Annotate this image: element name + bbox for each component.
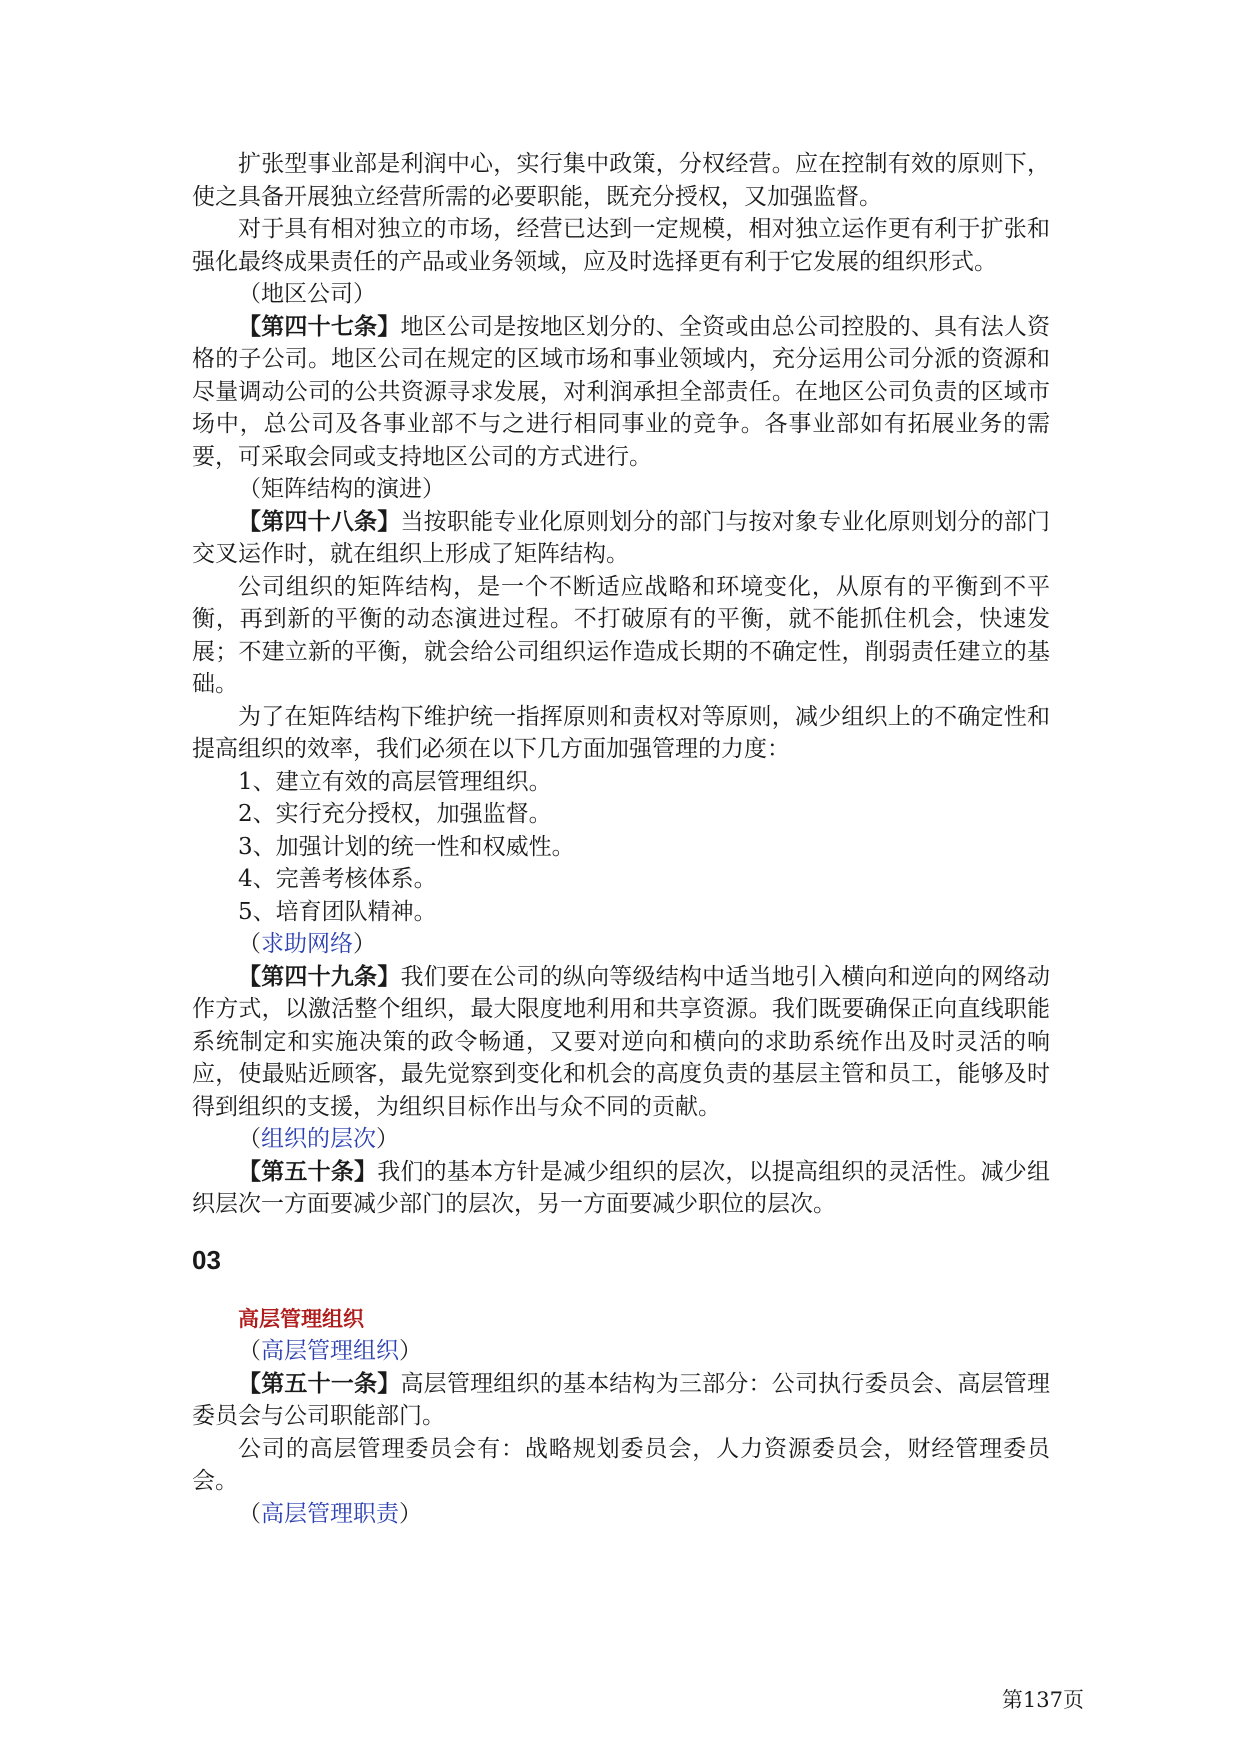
subheading-matrix-evolution: （矩阵结构的演进） — [238, 476, 445, 502]
paragraph-organization-form: 对于具有相对独立的市场，经营已达到一定规模，相对独立运作更有利于扩张和强化最终成果责任的产品或业务领域，应及时选择更有利于它发展的组织形式。 — [192, 216, 1050, 275]
subheading-org-levels: （组织的层次） — [238, 1126, 399, 1152]
article-48 — [192, 506, 1050, 571]
article-48-text: 当按职能专业化原则划分的部门与按对象专业化原则划分的部门交叉运作时，就在组织上形成了矩阵结构。 — [192, 508, 1051, 567]
top-management-org-link[interactable]: 高层管理组织 — [261, 1338, 399, 1364]
top-management-duty-link[interactable]: 高层管理职责 — [261, 1500, 399, 1527]
article-51-label: 【第五十一条】 — [238, 1369, 401, 1397]
org-levels-link[interactable]: 组织的层次 — [261, 1126, 376, 1152]
list-item: 5、培育团队精神。 — [238, 898, 437, 925]
list-item: 1、建立有效的高层管理组织。 — [238, 768, 552, 795]
chapter-number: 03 — [192, 1244, 221, 1275]
help-network-link[interactable]: 求助网络 — [261, 931, 353, 957]
paragraph-matrix-management: 为了在矩阵结构下维护统一指挥原则和责权对等原则，减少组织上的不确定性和提高组织的效率，我们必须在以下几方面加强管理的力度： — [192, 703, 1050, 762]
article-50-text: 我们的基本方针是减少组织的层次，以提高组织的灵活性。减少组织层次一方面要减少部门的层次，另一方面要减少职位的层次。 — [192, 1158, 1051, 1217]
article-51-text: 高层管理组织的基本结构为三部分：公司执行委员会、高层管理委员会与公司职能部门。 — [192, 1370, 1051, 1429]
paragraph-matrix-dynamics: 公司组织的矩阵结构，是一个不断适应战略和环境变化，从原有的平衡到不平衡，再到新的平衡的动态演进过程。不打破原有的平衡，就不能抓住机会，快速发展；不建立新的平衡，就会给公司组织运作造成长期的不确定性，削弱责任建立的基础。 — [192, 573, 1050, 697]
article-47 — [192, 311, 1050, 474]
subheading-regional-company: （地区公司） — [238, 281, 376, 307]
article-47-text: 地区公司是按地区划分的、全资或由总公司控股的、具有法人资格的子公司。地区公司在规定的区域市场和事业领域内，充分运用公司分派的资源和尽量调动公司的公共资源寻求发展，对利润承担全部责任。在地区公司负责的区域市场中，总公司及各事业部不与之进行相同事业的竞争。各事业部如有拓展业务的需要，可采取会同或支持地区公司的方式进行。 — [192, 313, 1051, 470]
subheading-help-network: （求助网络） — [238, 931, 376, 957]
paragraph-committees: 公司的高层管理委员会有：战略规划委员会，人力资源委员会，财经管理委员会。 — [192, 1435, 1050, 1494]
article-49 — [192, 961, 1050, 1124]
article-48-label: 【第四十八条】 — [238, 507, 401, 535]
article-50-label: 【第五十条】 — [238, 1157, 378, 1185]
article-47-label: 【第四十七条】 — [238, 312, 401, 340]
list-item: 2、实行充分授权，加强监督。 — [238, 801, 552, 827]
list-item: 4、完善考核体系。 — [238, 866, 437, 892]
section-title: 高层管理组织 — [238, 1306, 364, 1331]
list-item: 3、加强计划的统一性和权威性。 — [238, 833, 575, 860]
article-50 — [192, 1156, 1050, 1221]
subheading-top-management-org: （高层管理组织） — [238, 1338, 422, 1364]
article-49-text: 我们要在公司的纵向等级结构中适当地引入横向和逆向的网络动作方式，以激活整个组织，最大限度地利用和共享资源。我们既要确保正向直线职能系统制定和实施决策的政令畅通，又要对逆向和横向的求助系统作出及时灵活的响应，使最贴近顾客，最先觉察到变化和机会的高度负责的基层主管和员工，能够及时得到组织的支援，为组织目标作出与众不同的贡献。 — [192, 963, 1051, 1120]
article-49-label: 【第四十九条】 — [238, 962, 401, 990]
subheading-top-management-duty: （高层管理职责） — [238, 1500, 422, 1527]
document-page — [192, 148, 1050, 1530]
page-number: 第137页 — [1001, 1688, 1084, 1712]
article-51 — [192, 1368, 1050, 1433]
paragraph-expansion-division: 扩张型事业部是利润中心，实行集中政策，分权经营。应在控制有效的原则下，使之具备开展独立经营所需的必要职能，既充分授权，又加强监督。 — [192, 151, 1050, 210]
